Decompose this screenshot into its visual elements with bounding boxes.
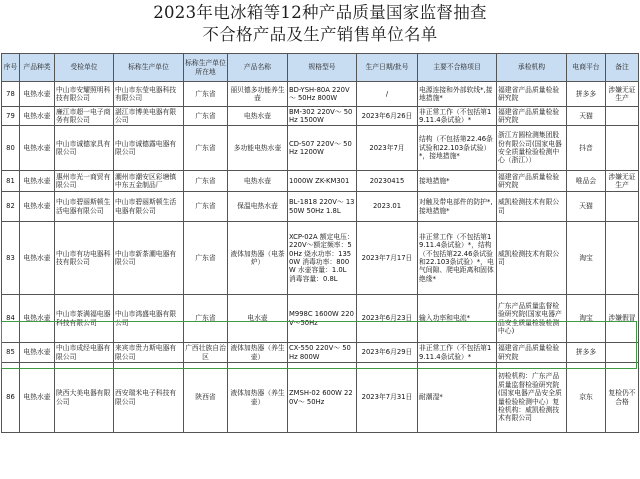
cell-no: 86 — [2, 363, 20, 433]
cell-location: 广东省 — [184, 82, 228, 107]
cell-note — [606, 343, 639, 363]
cell-producer: 中山市碧丽斯顿生活电器有限公司 — [114, 192, 184, 222]
cell-kind: 电热水壶 — [20, 82, 55, 107]
cell-inspected: 中山市碧丽斯顿生活电器有限公司 — [55, 192, 114, 222]
column-header: 标称生产单位所在地 — [184, 54, 228, 82]
cell-lab: 浙江方圆检测集团股份有限公司(国家电器安全质量检验检测中心（浙江）） — [497, 126, 567, 171]
column-header: 标称生产单位 — [114, 54, 184, 82]
column-header: 主要不合格项目 — [418, 54, 497, 82]
cell-product: 液体加热器（养生壶） — [228, 343, 288, 363]
cell-date: / — [357, 82, 418, 107]
cell-note: 涉嫌假冒 — [606, 295, 639, 343]
cell-model: BM-302 220V～ 50Hz 1500W — [288, 107, 357, 126]
cell-lab: 威凯检测技术有限公司 — [497, 222, 567, 295]
column-header: 受检单位 — [55, 54, 114, 82]
cell-platform: 唯品会 — [567, 171, 606, 192]
cell-note — [606, 222, 639, 295]
cell-kind: 电热水壶 — [20, 126, 55, 171]
cell-defect: 非正常工作（不包括第19.11.4条试验）* — [418, 107, 497, 126]
cell-model: CX-550 220V～ 50Hz 800W — [288, 343, 357, 363]
cell-platform: 拼多多 — [567, 343, 606, 363]
cell-lab: 初检机构：广东产品质量监督检验研究院(国家电器产品安全质量检验检测中心）复检机构：威凯检测技术有限公司 — [497, 363, 567, 433]
cell-platform: 淘宝 — [567, 295, 606, 343]
cell-date: 2023年6月23日 — [357, 295, 418, 343]
cell-defect: 非正常工作（不包括第19.11.4条试验）*，结构（不包括第22.46条试验和22.103条试验）*，电气间隙、爬电距离和固体绝缘* — [418, 222, 497, 295]
cell-location: 广东省 — [184, 295, 228, 343]
column-header: 承检机构 — [497, 54, 567, 82]
cell-kind: 电热水壶 — [20, 363, 55, 433]
cell-producer: 中山市东莹电器科技有限公司 — [114, 82, 184, 107]
cell-inspected: 惠州市光一商贸有限公司 — [55, 171, 114, 192]
cell-platform: 京东 — [567, 363, 606, 433]
cell-location: 陕西省 — [184, 363, 228, 433]
cell-location: 广东省 — [184, 126, 228, 171]
cell-defect: 电源连接和外部软线*,接地措施* — [418, 82, 497, 107]
cell-defect: 耐潮湿* — [418, 363, 497, 433]
column-header: 规格型号 — [288, 54, 357, 82]
column-header: 产品名称 — [228, 54, 288, 82]
cell-no: 84 — [2, 295, 20, 343]
cell-platform: 淘宝 — [567, 222, 606, 295]
cell-lab: 福建省产品质量检验研究院 — [497, 107, 567, 126]
cell-product: 丽贝德多功能养生壶 — [228, 82, 288, 107]
cell-no: 82 — [2, 192, 20, 222]
cell-platform: 天猫 — [567, 192, 606, 222]
cell-inspected: 中山市安耀照明科技有限公司 — [55, 82, 114, 107]
cell-inspected: 中山市有功电器科技有限公司 — [55, 222, 114, 295]
cell-note: 复检仍不合格 — [606, 363, 639, 433]
cell-model: BD-YSH-80A 220V～ 50Hz 800W — [288, 82, 357, 107]
cell-inspected: 廉江市超一电子商务有限公司 — [55, 107, 114, 126]
column-header: 产品种类 — [20, 54, 55, 82]
cell-date: 2023.01 — [357, 192, 418, 222]
cell-model: CD-S07 220V～ 50Hz 1200W — [288, 126, 357, 171]
column-header: 备注 — [606, 54, 639, 82]
table-row — [2, 171, 639, 192]
table-row — [2, 192, 639, 222]
table-row — [2, 343, 639, 363]
table-row — [2, 107, 639, 126]
column-header: 序号 — [2, 54, 20, 82]
cell-lab: 广东产品质量监督检验研究院(国家电器产品安全质量检验检测中心) — [497, 295, 567, 343]
cell-kind: 电热水壶 — [20, 343, 55, 363]
cell-location: 广东省 — [184, 192, 228, 222]
cell-kind: 电热水壶 — [20, 107, 55, 126]
cell-date: 2023年7月 — [357, 126, 418, 171]
cell-model: ZMSH-02 600W 220V～ 50Hz — [288, 363, 357, 433]
cell-no: 78 — [2, 82, 20, 107]
table-row — [2, 222, 639, 295]
cell-note — [606, 126, 639, 171]
cell-kind: 电热水壶 — [20, 171, 55, 192]
cell-platform: 天猫 — [567, 107, 606, 126]
cell-producer: 来宾市贵力斯电器有限公司 — [114, 343, 184, 363]
cell-no: 79 — [2, 107, 20, 126]
cell-product: 电水壶 — [228, 295, 288, 343]
table-row — [2, 363, 639, 433]
table-header-row — [2, 54, 639, 82]
cell-location: 广东省 — [184, 107, 228, 126]
cell-kind: 电热水壶 — [20, 295, 55, 343]
table-row — [2, 82, 639, 107]
cell-defect: 非正常工作（不包括第19.11.4条试验）* — [418, 343, 497, 363]
cell-product: 多功能电热水壶 — [228, 126, 288, 171]
cell-defect: 对触及带电部件的防护*,接地措施* — [418, 192, 497, 222]
column-header: 电商平台 — [567, 54, 606, 82]
cell-inspected: 中山市成经电器有限公司 — [55, 343, 114, 363]
cell-lab: 福建省产品质量检验研究院 — [497, 171, 567, 192]
cell-model: XCP-02A 额定电压：220V～额定频率：50Hz 烧水功率：1350W 消毒功率：800W 水壶容量：1.0L 消毒容量：0.8L — [288, 222, 357, 295]
cell-producer: 西安瑞米电子科技有限公司 — [114, 363, 184, 433]
cell-defect: 输入功率和电流* — [418, 295, 497, 343]
cell-lab: 威凯检测技术有限公司 — [497, 192, 567, 222]
cell-date: 2023年6月29日 — [357, 343, 418, 363]
cell-lab: 福建省产品质量检验研究院 — [497, 343, 567, 363]
cell-platform: 抖音 — [567, 126, 606, 171]
cell-inspected: 中山市茶满福电器科技有限公司 — [55, 295, 114, 343]
cell-platform: 拼多多 — [567, 82, 606, 107]
cell-location: 广西壮族自治区 — [185, 344, 226, 361]
cell-no: 81 — [2, 171, 20, 192]
cell-location: 广东省 — [184, 222, 228, 295]
cell-producer: 中山市鸿盛电器有限公司 — [114, 295, 184, 343]
cell-producer: 潮州市潮安区彩塘镇中东五金制品厂 — [114, 171, 184, 192]
cell-inspected: 中山市诚德家具有限公司 — [55, 126, 114, 171]
cell-date: 2023年7月31日 — [357, 363, 418, 433]
cell-note — [606, 192, 639, 222]
cell-product: 保温电热水壶 — [228, 192, 288, 222]
cell-model: BL-1818 220V～ 1350W 50Hz 1.8L — [288, 192, 357, 222]
recall-table — [1, 53, 639, 433]
cell-date: 20230415 — [357, 171, 418, 192]
cell-location: 广东省 — [184, 171, 228, 192]
column-header: 生产日期/批号 — [357, 54, 418, 82]
cell-date: 2023年6月26日 — [357, 107, 418, 126]
cell-kind: 电热水壶 — [20, 222, 55, 295]
cell-kind: 电热水壶 — [20, 192, 55, 222]
page-title: 2023年电冰箱等12种产品质量国家监督抽查 — [153, 3, 487, 22]
cell-defect: 接地措施* — [418, 171, 497, 192]
cell-date: 2023年7月17日 — [357, 222, 418, 295]
page-subtitle: 不合格产品及生产销售单位名单 — [202, 25, 438, 44]
cell-product: 电热水壶 — [228, 107, 288, 126]
cell-no: 85 — [2, 343, 20, 363]
cell-note: 涉嫌无证生产 — [606, 82, 639, 107]
cell-lab: 福建省产品质量检验研究院 — [497, 82, 567, 107]
cell-product: 液体加热器（电茶炉） — [228, 222, 288, 295]
cell-inspected: 陕西大美电器有限公司 — [55, 363, 114, 433]
cell-model: 1000W ZK-KM301 — [288, 171, 357, 192]
table-row — [2, 295, 639, 343]
cell-no: 83 — [2, 222, 20, 295]
cell-no: 80 — [2, 126, 20, 171]
cell-product: 电热水壶 — [228, 171, 288, 192]
cell-producer: 中山市诚德露电器有限公司 — [114, 126, 184, 171]
cell-defect: 结构（不包括第22.46条试验和22.103条试验）*，接地措施* — [418, 126, 497, 171]
cell-producer: 湛江市博美电器有限公司 — [114, 107, 184, 126]
cell-product: 液体加热器（养生壶） — [228, 363, 288, 433]
table-row — [2, 126, 639, 171]
cell-note — [606, 107, 639, 126]
cell-producer: 中山市新茶潮电器有限公司 — [114, 222, 184, 295]
cell-model: M998C 1600W 220V～50Hz — [288, 295, 357, 343]
cell-note: 涉嫌无证生产 — [606, 171, 639, 192]
